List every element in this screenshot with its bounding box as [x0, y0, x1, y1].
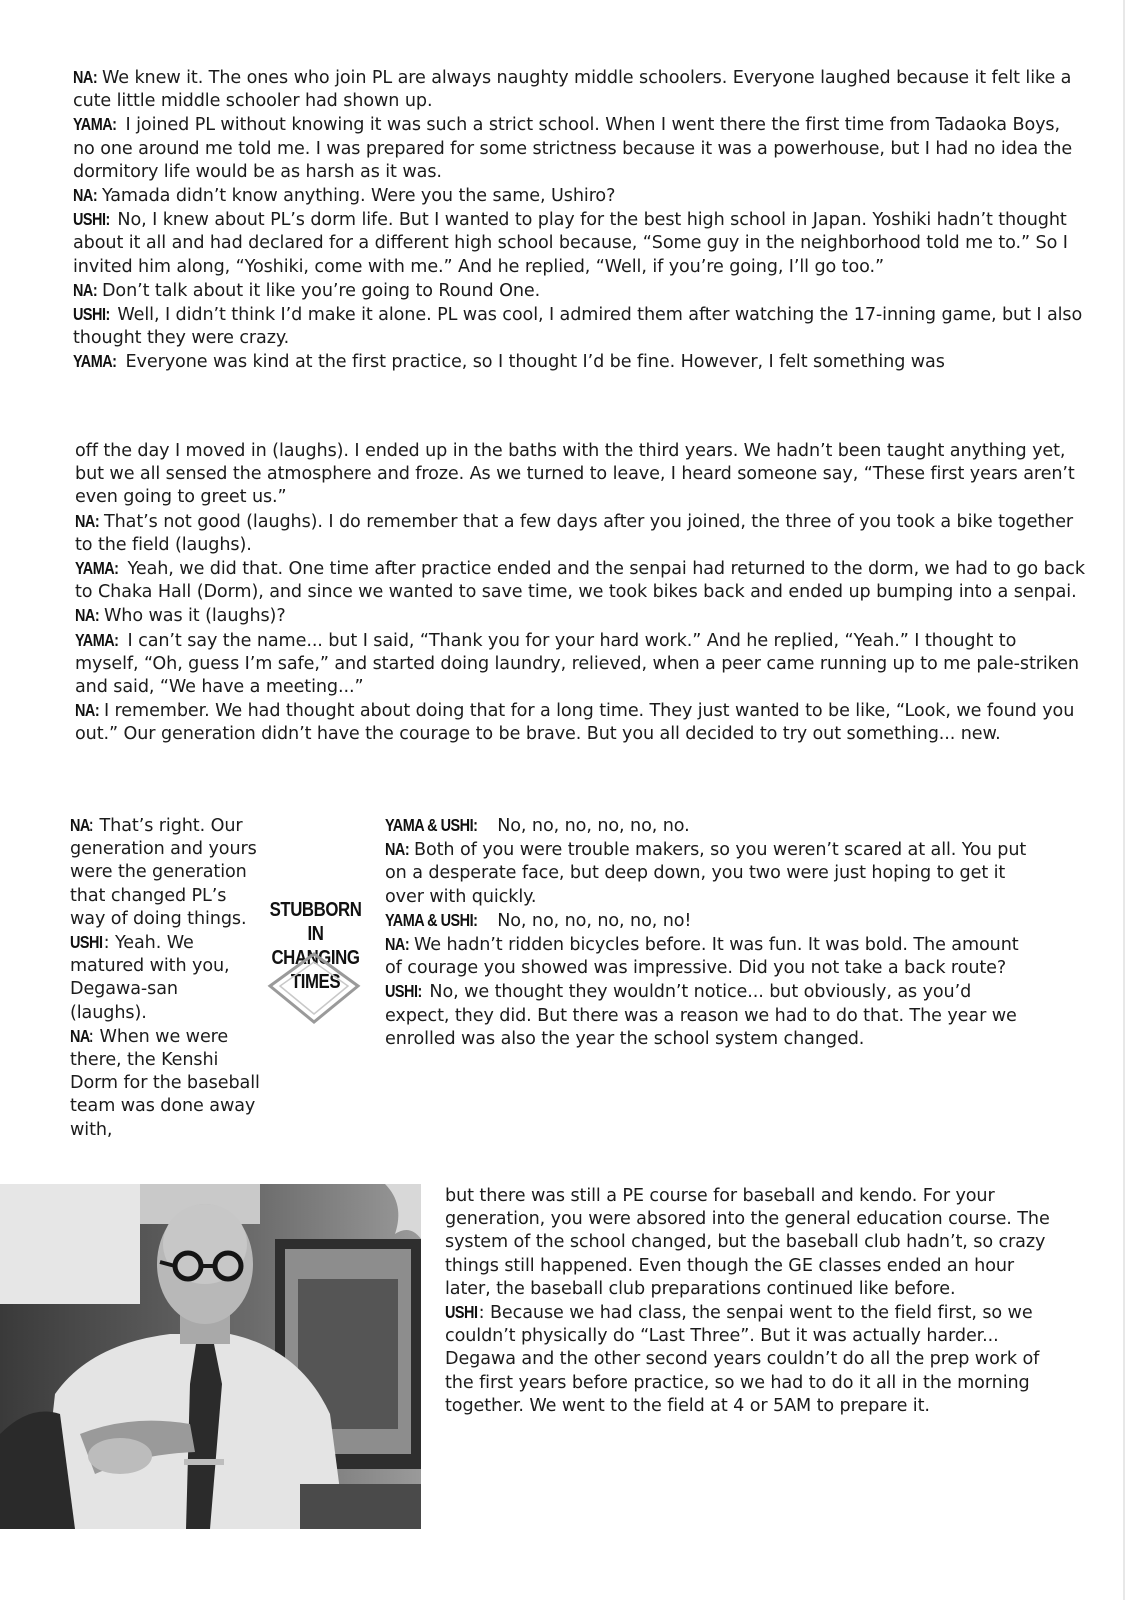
- speaker-label: USHI: [445, 1302, 478, 1323]
- speaker-label: YAMA:: [75, 558, 119, 579]
- speaker-label: NA: [70, 1025, 90, 1046]
- dialogue-text: No, no, no, no, no, no.: [491, 816, 690, 836]
- dialogue-line: [75, 510, 1085, 557]
- dialogue-line: [73, 66, 1083, 113]
- dialogue-text: : Yeah. We matured with you, Degawa-san (laughs).: [70, 933, 230, 1023]
- dialogue-line: [73, 350, 1083, 374]
- dialogue-text: Both of you were trouble makers, so you weren’t scared at all. You put on a desperate face, but deep down, you two were just hoping to get it over with quickly.: [385, 840, 1027, 907]
- dialogue-text: No, I knew about PL’s dorm life. But I wanted to play for the best high school in Japan. Yoshiki hadn’t thought about it all and had declared for a different high school because, “Some guy in the neighborhood told me to.” So I invited him along, “Yoshiki, come with me.” And he replied, “Well, if you’re going, I’ll go too.”: [73, 210, 1068, 277]
- dialogue-line: [75, 440, 1085, 510]
- dialogue-text: We hadn’t ridden bicycles before. It was fun. It was bold. The amount of courage you showed was impressive. Did you not take a back route?: [385, 935, 1019, 979]
- dialogue-line: [75, 557, 1085, 604]
- speaker-label: NA:: [73, 67, 98, 87]
- speaker-label: YAMA:: [75, 629, 119, 650]
- dialogue-block-top: [73, 66, 1083, 375]
- dialogue-text: No, we thought they wouldn’t notice... but obviously, as you’d expect, they did. But there was a reason we had to do that. The year we enrolled was also the year the school system changed.: [385, 982, 1017, 1049]
- dialogue-line: [73, 113, 1083, 184]
- dialogue-text: I remember. We had thought about doing that for a long time. They just wanted to be like, “Look, we found you out.” Our generation didn’t have the courage to be brave. But you all decided to try out something... new.: [75, 701, 1075, 745]
- dialogue-text: Everyone was kind at the first practice, so I thought I’d be fine. However, I felt something was: [120, 352, 945, 373]
- dialogue-block-bottom: [445, 1185, 1050, 1418]
- dialogue-column-left: [70, 814, 260, 1142]
- section-heading-line-2: IN CHANGING: [271, 923, 360, 969]
- section-heading-line-1: STUBBORN: [269, 899, 362, 921]
- dialogue-text: I can’t say the name... but I said, “Thank you for your hard work.” And he replied, “Yeah.” I thought to myself, “Oh, guess I’m safe,” and started doing laundry, relieved, when a peer came running up to me pale-striken and said, “We have a meeting...”: [75, 630, 1079, 698]
- dialogue-line: [70, 931, 260, 1025]
- dialogue-text: but there was still a PE course for baseball and kendo. For your generation, you were absored into the general education course. The system of the school changed, but the baseball club hadn’t, so crazy things still happened. Even though the GE classes ended an hour later, the baseball club preparations continued like before.: [445, 1186, 1050, 1299]
- dialogue-text: : That’s right. Our generation and yours were the generation that changed PL’s way of doing things.: [70, 816, 257, 929]
- dialogue-text: Yamada didn’t know anything. Were you the same, Ushiro?: [96, 186, 616, 207]
- speaker-label: NA:: [385, 839, 410, 860]
- dialogue-text: Don’t talk about it like you’re going to Round One.: [96, 280, 541, 301]
- speaker-label: YAMA:: [73, 351, 117, 372]
- dialogue-text: : When we were there, the Kenshi Dorm for the baseball team was done away with,: [70, 1026, 260, 1140]
- dialogue-text: I joined PL without knowing it was such a strict school. When I went there the first time from Tadaoka Boys, no one around me told me. I was prepared for some strictness because it was a powerhouse, but I had no idea the dormitory life would be as harsh as it was.: [73, 115, 1073, 182]
- dialogue-line: [75, 699, 1085, 746]
- section-heading-line-3: TIMES: [290, 971, 341, 993]
- speaker-label: USHI:: [73, 304, 110, 325]
- photo-illustration: [0, 1184, 421, 1529]
- dialogue-line: [385, 838, 1035, 909]
- dialogue-line: [73, 279, 1083, 303]
- dialogue-line: [70, 814, 260, 931]
- dialogue-text: : Because we had class, the senpai went to the field first, so we couldn’t physically do “Last Three”. But it was actually harder... Degawa and the other second years couldn’t do all the prep work of the first years before practice, so we had to do it all in the morning together. We went to the field at 4 or 5AM to prepare it.: [445, 1303, 1040, 1416]
- baseball-diamond-icon: [266, 950, 362, 1026]
- dialogue-line: [70, 1025, 260, 1142]
- speaker-label: NA:: [75, 605, 100, 626]
- dialogue-text: off the day I moved in (laughs). I ended up in the baths with the third years. We hadn’t been taught anything yet, but we all sensed the atmosphere and froze. As we turned to leave, I heard someone say, “These first years aren’t even going to greet us.”: [75, 441, 1075, 508]
- speaker-label: NA:: [75, 510, 100, 531]
- dialogue-line: [385, 909, 1035, 933]
- dialogue-line: [445, 1185, 1050, 1301]
- speaker-label: NA:: [75, 700, 100, 721]
- speaker-label: USHI:: [73, 209, 110, 230]
- dialogue-text: That’s not good (laughs). I do remember that a few days after you joined, the three of you took a bike together to the field (laughs).: [75, 511, 1074, 555]
- dialogue-line: [385, 933, 1035, 980]
- speaker-label: NA:: [73, 185, 98, 206]
- dialogue-line: [385, 980, 1035, 1051]
- dialogue-line: [75, 629, 1085, 700]
- dialogue-line: [75, 604, 1085, 628]
- dialogue-text: Who was it (laughs)?: [98, 606, 286, 627]
- dialogue-block-middle: [75, 440, 1085, 747]
- dialogue-line: [73, 184, 1083, 208]
- dialogue-text: Yeah, we did that. One time after practice ended and the senpai had returned to the dorm, we had to go back to Chaka Hall (Dorm), and since we wanted to save time, we took bikes back and ended up bumping into a senpai.: [75, 559, 1085, 603]
- speaker-label: YAMA & USHI:: [385, 909, 478, 930]
- speaker-label: USHI:: [385, 981, 422, 1002]
- speaker-label: YAMA & USHI:: [385, 815, 478, 835]
- dialogue-line: [73, 303, 1083, 350]
- speaker-label: USHI: [70, 932, 103, 953]
- interview-photo: [0, 1184, 421, 1529]
- dialogue-line: [73, 208, 1083, 279]
- dialogue-line: [445, 1301, 1050, 1418]
- speaker-label: NA:: [73, 279, 98, 300]
- dialogue-column-right: [385, 814, 1035, 1051]
- dialogue-text: We knew it. The ones who join PL are always naughty middle schoolers. Everyone laughed because it felt like a cute little middle schooler had shown up.: [73, 68, 1072, 112]
- dialogue-text: Well, I didn’t think I’d make it alone. PL was cool, I admired them after watching the 17-inning game, but I also thought they were crazy.: [73, 305, 1083, 349]
- speaker-label: NA:: [385, 934, 410, 955]
- dialogue-line: [385, 814, 1035, 838]
- dialogue-text: No, no, no, no, no, no!: [491, 910, 692, 931]
- speaker-label: YAMA:: [73, 114, 117, 135]
- speaker-label: NA: [70, 815, 90, 835]
